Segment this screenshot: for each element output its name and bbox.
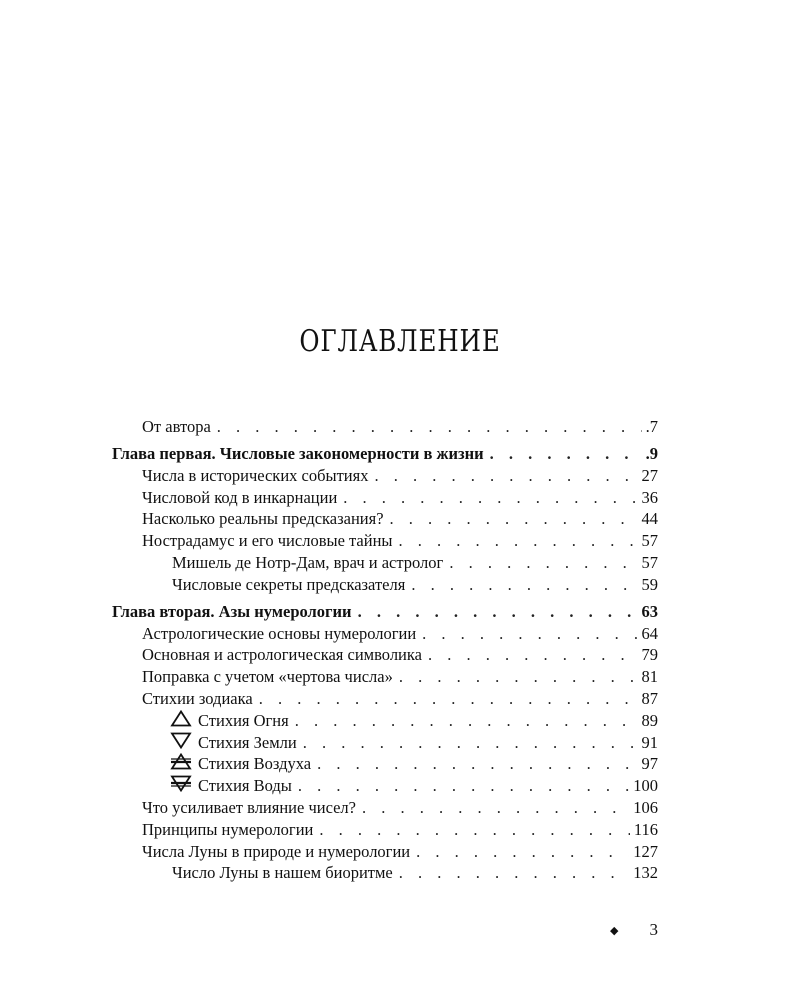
page-footer [610,920,658,940]
toc-entry-label: Принципы нумерологии [142,819,314,839]
toc-entry[interactable] [112,666,658,688]
toc-subentry[interactable] [112,732,658,754]
toc-entry-page: 106 [633,797,658,817]
dot-leader [399,862,629,884]
toc-entry[interactable] [112,623,658,645]
dot-leader [317,753,637,775]
water-triangle-icon [170,775,192,791]
toc-entry[interactable] [112,416,658,438]
toc-subentry[interactable] [112,710,658,732]
toc-entry-label: От автора [142,417,211,436]
dot-leader [399,666,638,688]
toc-entry[interactable] [112,688,658,710]
toc-entry-label: Числовой код в инкарнации [142,487,338,507]
earth-triangle-icon [170,732,192,748]
toc-entry-label: Числа Луны в природе и нумерологии [142,841,411,861]
table-of-contents [112,416,658,884]
dot-leader [259,688,638,710]
page-number: 3 [649,920,658,939]
toc-entry[interactable] [112,508,658,530]
toc-entry-label: Стихия Воздуха [198,754,312,774]
toc-entry[interactable] [112,841,658,863]
dot-leader [374,465,637,487]
dot-leader [411,574,637,596]
toc-entry-label: Стихия Земли [198,732,297,752]
toc-entry-label: Насколько реальны предсказания? [142,509,384,529]
dot-leader [217,416,642,438]
toc-entry[interactable] [112,487,658,509]
toc-subentry[interactable] [112,552,658,574]
air-triangle-icon [170,753,192,769]
toc-entry-label: Нострадамус и его числовые тайны [142,531,393,551]
toc-entry-label: Числа в исторических событиях [142,465,369,485]
toc-entry-label: Глава вторая. Азы нумерологии [112,601,352,621]
toc-entry-page: 91 [641,732,658,752]
dot-leader [319,819,630,841]
dot-leader [362,797,629,819]
toc-subentry[interactable] [112,862,658,884]
toc-entry-page: .9 [645,443,658,463]
dot-leader [295,710,638,732]
toc-entry[interactable] [112,465,658,487]
dot-leader [399,530,638,552]
toc-entry-page: 64 [641,623,658,643]
toc-entry-page: 27 [641,465,658,485]
toc-entry-page: 116 [633,819,658,839]
toc-entry-label: Поправка с учетом «чертова числа» [142,667,393,687]
toc-entry-page: 63 [641,601,658,621]
toc-subentry[interactable] [112,753,658,775]
toc-entry-label: Стихии зодиака [142,688,253,708]
toc-entry-page: 87 [641,688,658,708]
toc-entry-label: Число Луны в нашем биоритме [172,863,393,883]
toc-entry-page: 36 [641,487,658,507]
dot-leader [428,644,638,666]
toc-chapter-1[interactable] [112,443,658,465]
dot-leader [490,443,642,465]
dot-leader [303,732,638,754]
toc-entry-page: 57 [641,531,658,551]
toc-entry-page: 89 [641,710,658,730]
diamond-ornament-icon: ◆ [610,924,619,937]
toc-entry-page: 79 [641,645,658,665]
toc-subentry[interactable] [112,775,658,797]
toc-entry-page: .7 [645,417,658,436]
dot-leader [416,841,629,863]
toc-entry-label: Астрологические основы нумерологии [142,623,417,643]
dot-leader [343,487,637,509]
page-title: ОГЛАВЛЕНИЕ [299,324,501,359]
toc-entry-label: Мишель де Нотр-Дам, врач и астролог [172,552,444,572]
toc-entry-page: 59 [641,574,658,594]
toc-entry-page: 57 [641,552,658,572]
dot-leader [390,508,638,530]
dot-leader [422,623,637,645]
dot-leader [298,775,629,797]
dot-leader [449,552,637,574]
toc-entry-page: 44 [641,509,658,529]
dot-leader [358,601,638,623]
toc-entry-page: 100 [633,776,658,796]
toc-chapter-2[interactable] [112,601,658,623]
toc-entry[interactable] [112,797,658,819]
toc-entry[interactable] [112,530,658,552]
toc-entry-label: Стихия Воды [198,776,292,796]
toc-entry[interactable] [112,644,658,666]
toc-entry-label: Глава первая. Числовые закономерности в жизни [112,443,484,463]
toc-subentry[interactable] [112,574,658,596]
toc-entry-label: Числовые секреты предсказателя [172,574,406,594]
toc-entry-label: Что усиливает влияние чисел? [142,797,356,817]
toc-entry-page: 127 [633,841,658,861]
fire-triangle-icon [170,710,192,726]
toc-entry-page: 132 [633,863,658,883]
toc-entry[interactable] [112,819,658,841]
toc-entry-label: Основная и астрологическая символика [142,645,422,665]
toc-entry-label: Стихия Огня [198,710,289,730]
toc-entry-page: 81 [641,667,658,687]
toc-entry-page: 97 [641,754,658,774]
